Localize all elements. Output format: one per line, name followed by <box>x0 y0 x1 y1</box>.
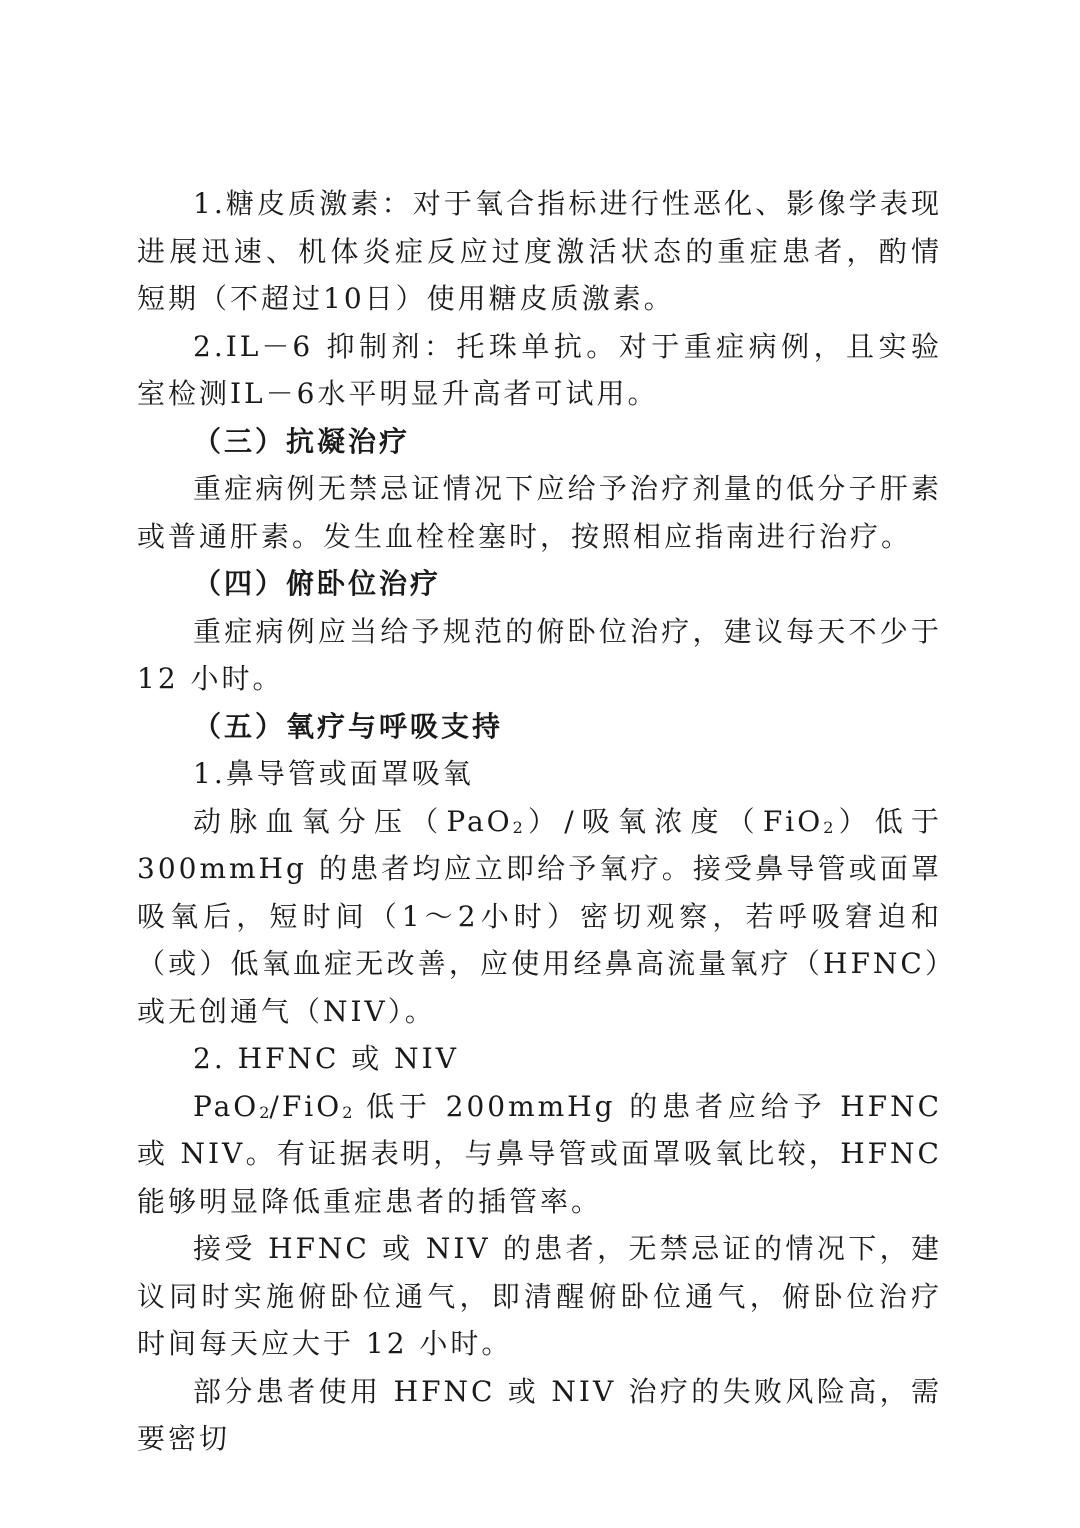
heading-prone-position: （四）俯卧位治疗 <box>193 567 442 600</box>
paragraph-awake-prone: 接受 HFNC 或 NIV 的患者，无禁忌证的情况下，建议同时实施俯卧位通气，即清醒俯卧位通气，俯卧位治疗时间每天应大于 12 小时。 <box>137 1232 942 1360</box>
heading-oxygen-therapy: （五）氧疗与呼吸支持 <box>193 709 504 743</box>
paragraph-failure-risk: 部分患者使用 HFNC 或 NIV 治疗的失败风险高，需要密切 <box>137 1374 942 1455</box>
subscript: 2 <box>823 817 834 837</box>
subscript: 2 <box>342 1102 353 1122</box>
paragraph-glucocorticoid: 1.糖皮质激素：对于氧合指标进行性恶化、影像学表现进展迅速、机体炎症反应过度激活状态的重症患者，酌情短期（不超过10日）使用糖皮质激素。 <box>137 187 942 315</box>
paragraph-oxygen-criteria <box>137 798 942 1036</box>
paragraph-prone-position: 重症病例应当给予规范的俯卧位治疗，建议每天不少于 12 小时。 <box>137 614 942 695</box>
text-run: 动脉血氧分压（PaO <box>193 804 513 838</box>
text-run: 低于 200mmHg 的患者应给予 HFNC 或 NIV。有证据表明，与鼻导管或面罩吸氧比较，HFNC 能够明显降低重症患者的插管率。 <box>137 1089 942 1218</box>
paragraph-hfnc-criteria <box>137 1083 942 1226</box>
text-run: ）/吸氧浓度（FiO <box>522 804 824 838</box>
paragraph-anticoagulation: 重症病例无禁忌证情况下应给予治疗剂量的低分子肝素或普通肝素。发生血栓栓塞时，按照相应指南进行治疗。 <box>137 472 942 553</box>
document-body <box>137 180 942 1463</box>
text-run: PaO <box>193 1089 260 1123</box>
subheading-hfnc-niv: 2. HFNC 或 NIV <box>193 1042 459 1075</box>
paragraph-il6-inhibitor: 2.IL－6 抑制剂：托珠单抗。对于重症病例，且实验室检测IL－6水平明显升高者可试用。 <box>137 329 942 410</box>
text-run: ）低于 300mmHg 的患者均应立即给予氧疗。接受鼻导管或面罩吸氧后，短时间（1～2小时）密切观察，若呼吸窘迫和（或）低氧血症无改善，应使用经鼻高流量氧疗（HFNC）或无创通气（NIV）。 <box>137 804 942 1028</box>
heading-anticoagulation: （三）抗凝治疗 <box>193 424 411 458</box>
text-run: /FiO <box>269 1089 343 1123</box>
subscript: 2 <box>512 817 523 837</box>
subheading-nasal-cannula: 1.鼻导管或面罩吸氧 <box>193 757 474 790</box>
subscript: 2 <box>259 1102 270 1122</box>
